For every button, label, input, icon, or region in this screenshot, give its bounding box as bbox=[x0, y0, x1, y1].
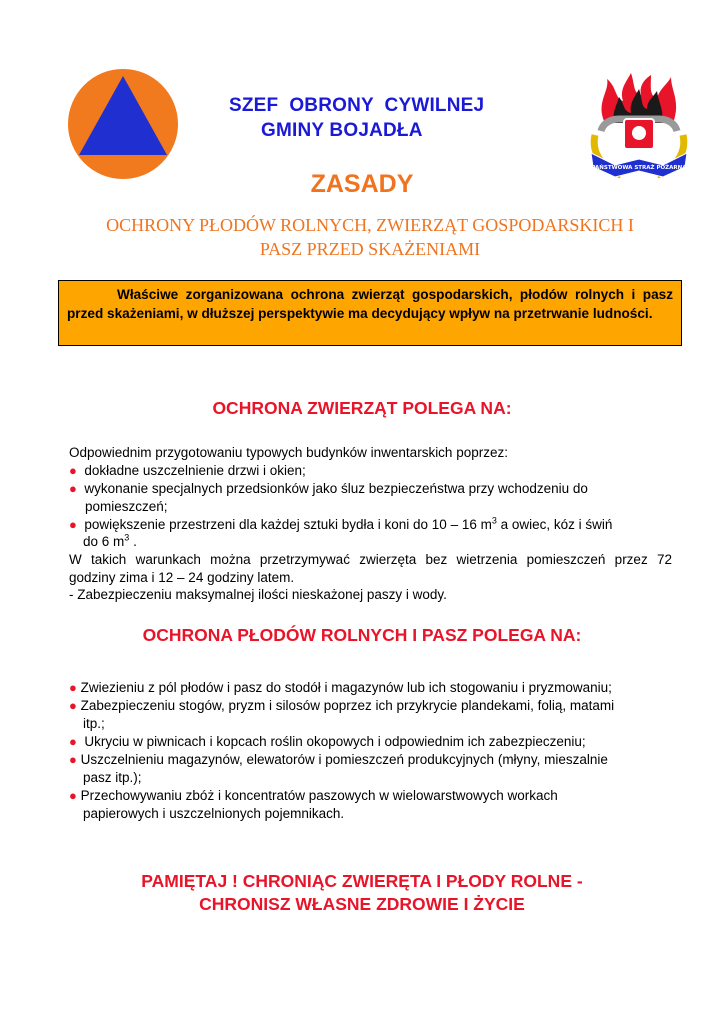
section2-item bbox=[69, 733, 586, 751]
intro-box bbox=[58, 280, 682, 346]
section1-item-continuation bbox=[83, 533, 137, 551]
section2-item bbox=[69, 697, 673, 715]
section1-paragraph-line-2: godziny zima i 12 – 24 godziny latem. bbox=[69, 570, 295, 585]
section1-item-text: a owiec, kóz i świń bbox=[500, 517, 613, 532]
bullet-icon: ● bbox=[69, 752, 77, 767]
header-line-2: GMINY BOJADŁA bbox=[261, 120, 423, 141]
bullet-icon: ● bbox=[69, 463, 77, 478]
section2-item-text: Ukryciu w piwnicach i kopcach roślin okopowych i odpowiednim ich zabezpieczeniu; bbox=[84, 734, 586, 749]
section2-heading: OCHRONA PŁODÓW ROLNYCH I PASZ POLEGA NA: bbox=[142, 625, 582, 645]
section1-item bbox=[69, 516, 612, 534]
section2-item-continuation: itp.; bbox=[83, 716, 105, 731]
page-title: ZASADY bbox=[310, 170, 414, 198]
section2-item bbox=[69, 679, 612, 697]
section1-item-text: powiększenie przestrzeni dla każdej sztuki bydła i koni do 10 – 16 m bbox=[84, 517, 492, 532]
header-line-1: SZEF OBRONY CYWILNEJ bbox=[229, 95, 485, 116]
bullet-icon: ● bbox=[69, 698, 77, 713]
section1-lead: Odpowiednim przygotowaniu typowych budynków inwentarskich poprzez: bbox=[69, 445, 508, 460]
emblem-banner-text: PAŃSTWOWA STRAŻ POŻARNA bbox=[591, 165, 687, 171]
superscript: 3 bbox=[124, 532, 130, 543]
section1-heading: OCHRONA ZWIERZĄT POLEGA NA: bbox=[212, 398, 512, 418]
section2-item-text: Uszczelnieniu magazynów, elewatorów i pomieszczeń produkcyjnych (młyny, mieszalnie bbox=[80, 752, 608, 767]
section1-item bbox=[69, 480, 588, 498]
section2-item-text: Zabezpieczeniu stogów, pryzm i silosów poprzez ich przykrycie plandekami, folią, matami bbox=[80, 698, 615, 713]
section2-item-text: Przechowywaniu zbóż i koncentratów paszowych w wielowarstwowych workach bbox=[80, 788, 558, 803]
page-subtitle bbox=[60, 213, 680, 261]
section1-paragraph-line-1: W takich warunkach można przetrzymywać zwierzęta bez wietrzenia pomieszczeń przez 72 bbox=[69, 552, 672, 567]
section1-item-text: do 6 m bbox=[83, 534, 125, 549]
section1-paragraph-2: - Zabezpieczeniu maksymalnej ilości nieskażonej paszy i wody. bbox=[69, 587, 447, 602]
section2-item-continuation: papierowych i uszczelnionych pojemnikach. bbox=[83, 806, 345, 821]
section1-item-text: . bbox=[133, 534, 137, 549]
footer-line-2: CHRONISZ WŁASNE ZDROWIE I ŻYCIE bbox=[199, 894, 525, 914]
fire-service-emblem-icon bbox=[585, 73, 693, 183]
section2-item bbox=[69, 787, 558, 805]
section1-item-continuation: pomieszczeń; bbox=[85, 499, 168, 514]
footer-line-1: PAMIĘTAJ ! CHRONIĄC ZWIERĘTA I PŁODY ROLNE - bbox=[141, 871, 583, 891]
bullet-icon: ● bbox=[69, 734, 77, 749]
section1-item bbox=[69, 462, 306, 480]
section2-item-text: Zwiezieniu z pól płodów i pasz do stodół i magazynów lub ich stogowaniu i pryzmowaniu; bbox=[80, 680, 612, 695]
superscript: 3 bbox=[491, 515, 497, 526]
bullet-icon: ● bbox=[69, 481, 77, 496]
subtitle-line-2: PASZ PRZED SKAŻENIAMI bbox=[259, 239, 481, 259]
bullet-icon: ● bbox=[69, 517, 77, 532]
bullet-icon: ● bbox=[69, 680, 77, 695]
intro-text: Właściwe zorganizowana ochrona zwierząt gospodarskich, płodów rolnych i pasz przed skażeniami, w dłuższej perspektywie ma decydujący wpływ na przetrwanie ludności. bbox=[67, 287, 673, 321]
section1-item-text: dokładne uszczelnienie drzwi i okien; bbox=[84, 463, 306, 478]
section2-item-continuation: pasz itp.); bbox=[83, 770, 142, 785]
section2-item bbox=[69, 751, 608, 769]
subtitle-line-1: OCHRONY PŁODÓW ROLNYCH, ZWIERZĄT GOSPODARSKICH I bbox=[106, 215, 634, 235]
civil-defence-emblem-icon bbox=[67, 68, 179, 180]
section1-item-text: wykonanie specjalnych przedsionków jako śluz bezpieczeństwa przy wchodzeniu do bbox=[84, 481, 588, 496]
bullet-icon: ● bbox=[69, 788, 77, 803]
